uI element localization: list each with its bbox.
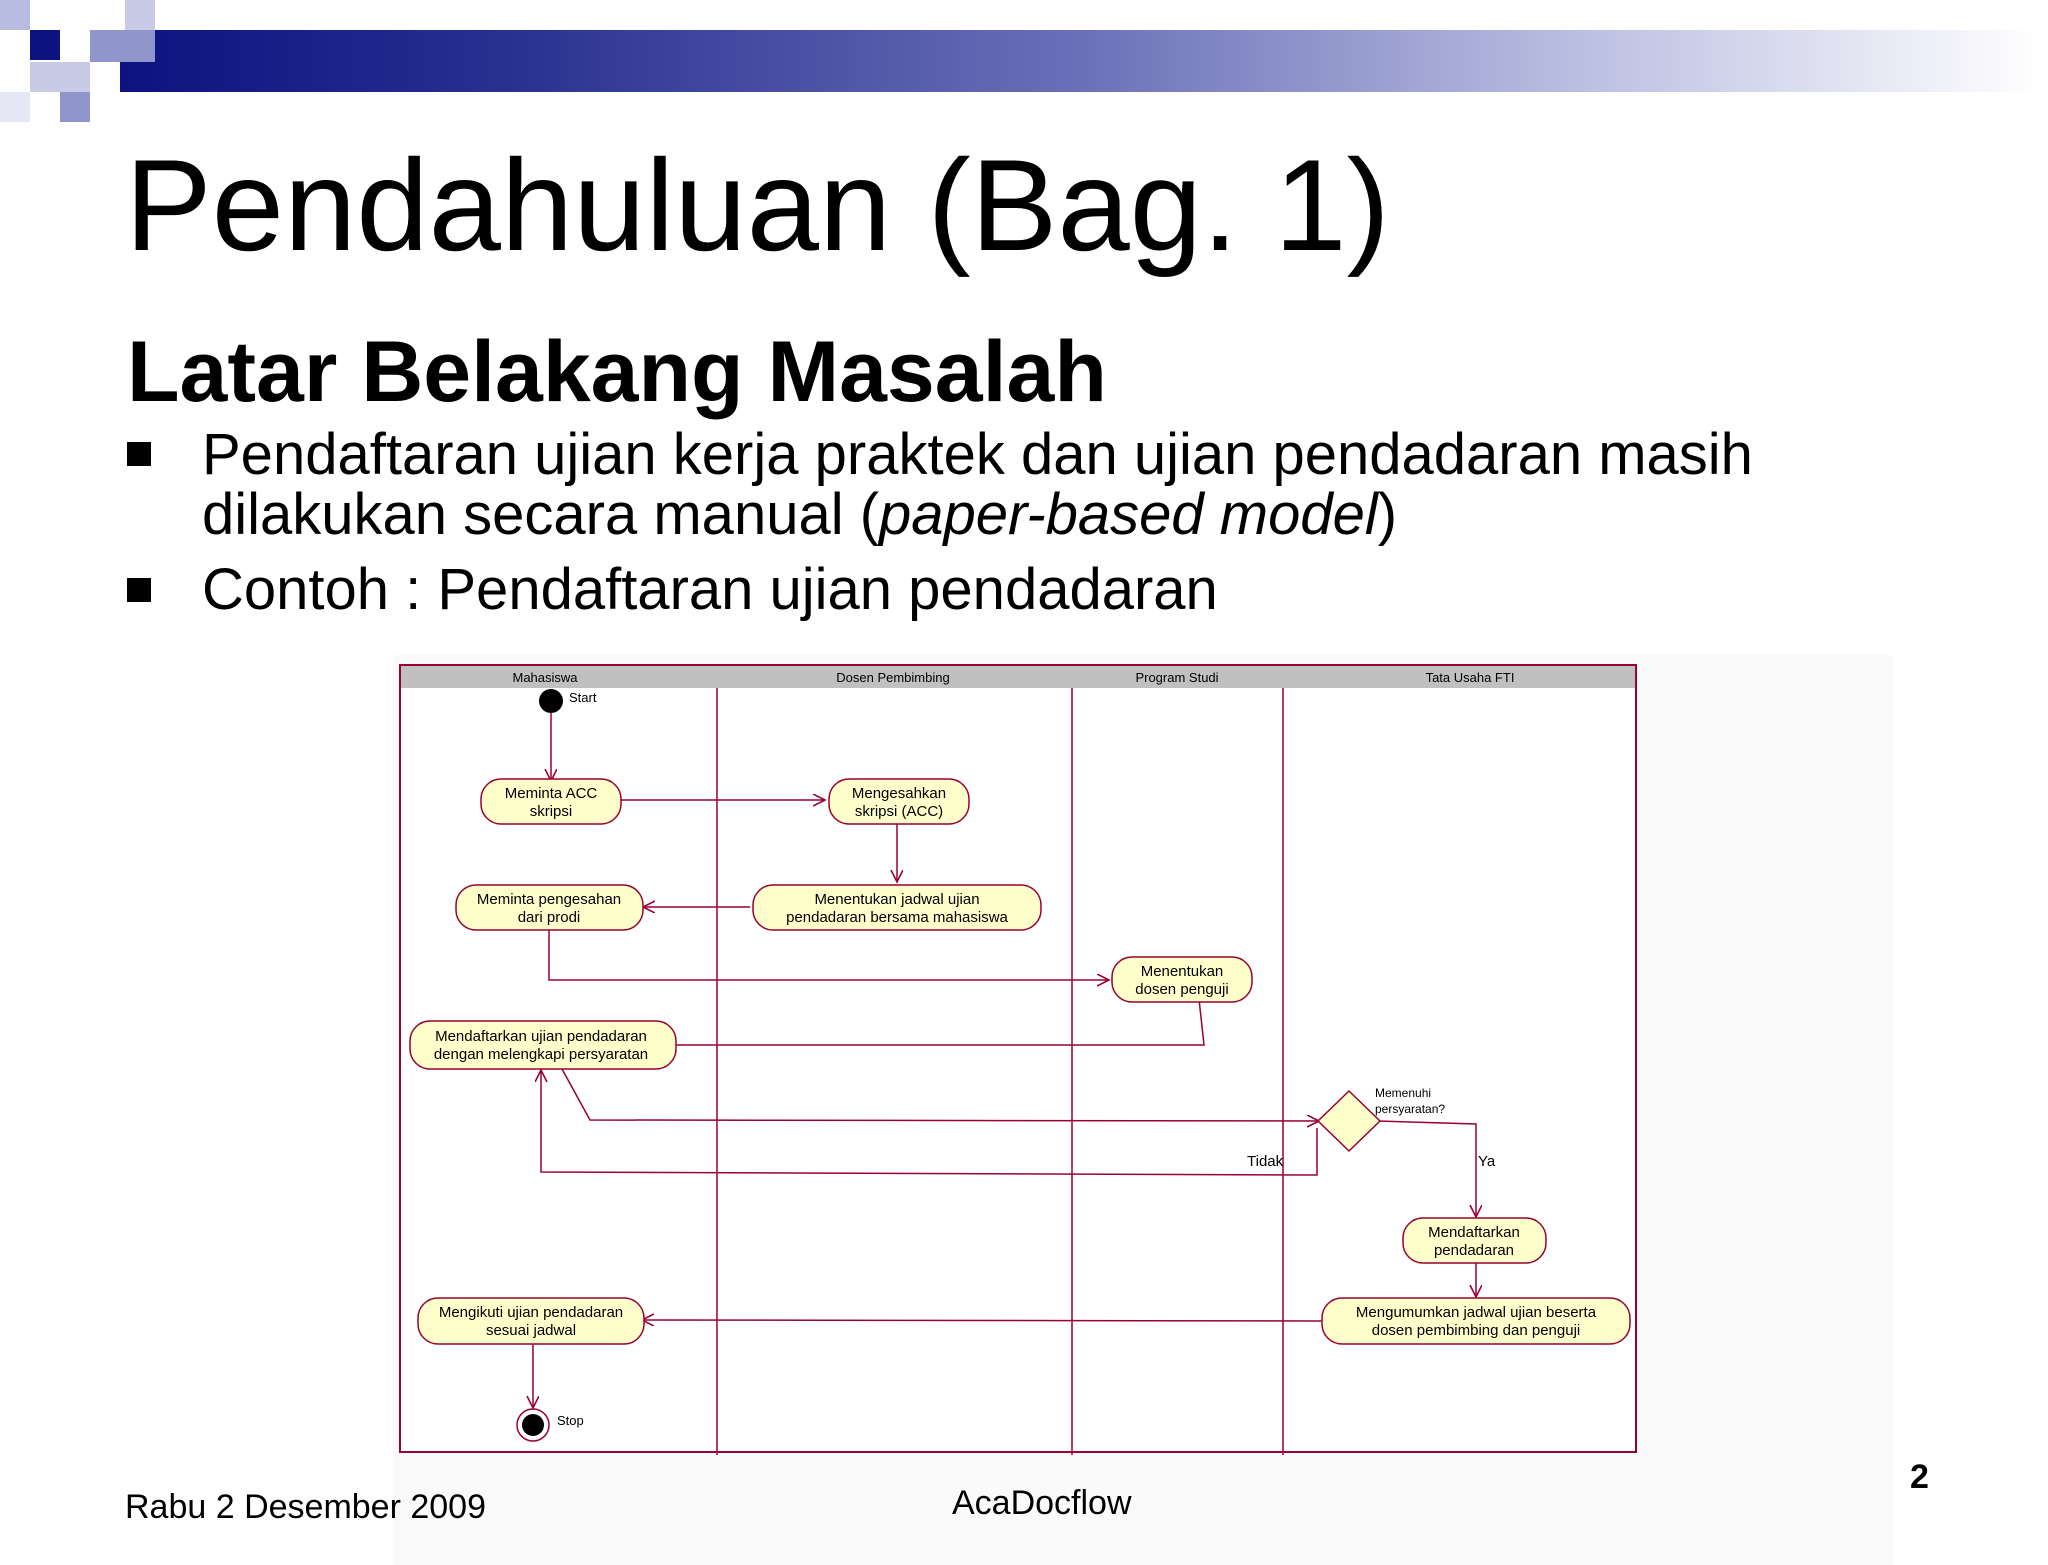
lane-program-studi: Program Studi	[1135, 670, 1219, 685]
slide-title: Pendahuluan (Bag. 1)	[125, 132, 1390, 278]
activity-meminta-pengesahan-l1: Meminta pengesahan	[476, 891, 622, 908]
decision-label-l1: Memenuhi	[1375, 1086, 1432, 1100]
start-node	[539, 689, 563, 713]
activity-mengesahkan-l1: Mengesahkan	[851, 785, 947, 802]
bullet-1-suffix: )	[1377, 482, 1398, 547]
slide-subtitle: Latar Belakang Masalah	[127, 324, 1107, 420]
activity-menentukan-penguji-l1: Menentukan	[1140, 963, 1224, 980]
guard-tidak: Tidak	[1247, 1153, 1284, 1170]
activity-meminta-pengesahan-l2: dari prodi	[517, 909, 581, 926]
decision-label-l2: persyaratan?	[1375, 1102, 1446, 1116]
activity-meminta-acc-l1: Meminta ACC	[504, 785, 598, 802]
activity-mengikuti-ujian-l2: sesuai jadwal	[485, 1322, 577, 1339]
bullet-1-italic: paper-based model	[879, 482, 1378, 547]
footer-date: Rabu 2 Desember 2009	[125, 1488, 487, 1526]
activity-mengesahkan-l2: skripsi (ACC)	[854, 803, 944, 820]
activity-mengikuti-ujian-l1: Mengikuti ujian pendadaran	[438, 1304, 624, 1321]
start-label: Start	[569, 690, 597, 705]
activity-mengumumkan-jadwal-l2: dosen pembimbing dan penguji	[1371, 1322, 1581, 1339]
activity-mendaftarkan-ujian-l1: Mendaftarkan ujian pendadaran	[435, 1028, 647, 1045]
activity-mengumumkan-jadwal-l1: Mengumumkan jadwal ujian beserta	[1355, 1304, 1597, 1321]
flow-a9-a8	[642, 1320, 1322, 1321]
activity-mendaftarkan-pendadaran-l2: pendadaran	[1433, 1242, 1515, 1259]
bullet-1-prefix: dilakukan secara manual (	[202, 482, 880, 547]
bullet-1-line-1: Pendaftaran ujian kerja praktek dan ujian pendadaran masih	[202, 422, 1753, 487]
lane-tata-usaha: Tata Usaha FTI	[1425, 670, 1515, 685]
activity-menentukan-jadwal-l1: Menentukan jadwal ujian	[814, 891, 980, 908]
stop-node	[522, 1414, 544, 1436]
footer-center: AcaDocflow	[952, 1484, 1132, 1522]
page-number: 2	[1910, 1458, 1929, 1496]
stop-label: Stop	[557, 1413, 584, 1428]
activity-meminta-acc-l2: skripsi	[529, 803, 573, 820]
activity-menentukan-jadwal-l2: pendadaran bersama mahasiswa	[786, 909, 1008, 926]
activity-menentukan-penguji-l2: dosen penguji	[1135, 981, 1229, 998]
activity-mendaftarkan-ujian-l2: dengan melengkapi persyaratan	[433, 1046, 649, 1063]
bullet-2: Contoh : Pendaftaran ujian pendadaran	[202, 557, 1218, 622]
lane-dosen-pembimbing: Dosen Pembimbing	[836, 670, 950, 685]
activity-mendaftarkan-pendadaran-l1: Mendaftarkan	[1428, 1224, 1520, 1241]
lane-mahasiswa: Mahasiswa	[512, 670, 578, 685]
guard-ya: Ya	[1478, 1153, 1496, 1170]
